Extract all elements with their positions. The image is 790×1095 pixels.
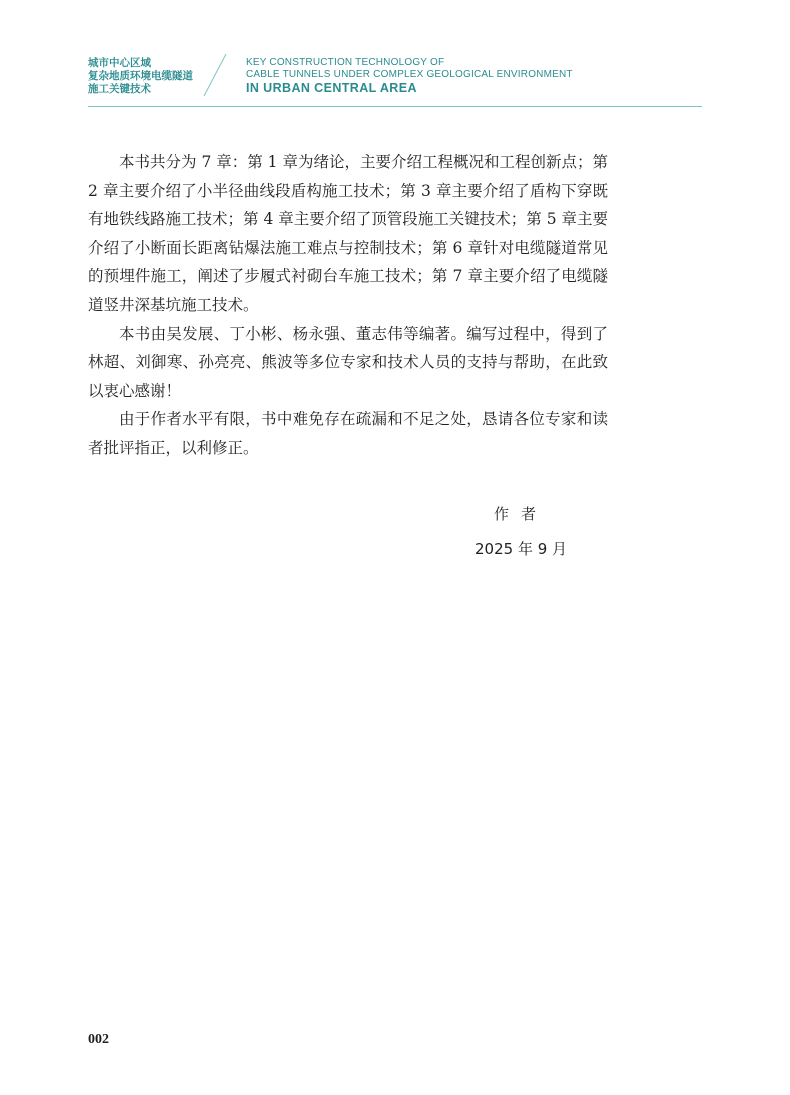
book-title-en-line: KEY CONSTRUCTION TECHNOLOGY OF	[246, 57, 445, 68]
preface-body	[88, 148, 608, 463]
header-divider-slash	[200, 52, 230, 100]
book-title-cn-line: 复杂地质环境电缆隧道	[88, 70, 193, 82]
preface-paragraph: 本书由吴发展、丁小彬、杨永强、董志伟等编著。编写过程中，得到了林超、刘御寒、孙亮亮、熊波等多位专家和技术人员的支持与帮助，在此致以衷心感谢！	[88, 324, 608, 400]
preface-paragraph: 由于作者水平有限，书中难免存在疏漏和不足之处，恳请各位专家和读者批评指正，以利修正。	[88, 410, 608, 457]
page-number: 002	[88, 1032, 109, 1047]
book-title-en-line: CABLE TUNNELS UNDER COMPLEX GEOLOGICAL ENVIRONMENT	[246, 69, 573, 80]
header-rule	[88, 106, 702, 107]
book-title-cn-line: 城市中心区域	[88, 57, 151, 69]
signature-date: 2025 年 9 月	[475, 540, 568, 558]
book-title-chinese	[88, 57, 193, 96]
preface-paragraph: 本书共分为 7 章：第 1 章为绪论，主要介绍工程概况和工程创新点；第 2 章主要介绍了小半径曲线段盾构施工技术；第 3 章主要介绍了盾构下穿既有地铁线路施工技术；第 4 章主要介绍了顶管段施工关键技术；第 5 章主要介绍了小断面长距离钻爆法施工难点与控制技术；第 6 章针对电缆隧道常见的预埋件施工，阐述了步履式衬砌台车施工技术；第 7 章主要介绍了电缆隧道竖井深基坑施工技术。	[88, 153, 608, 314]
signature-author: 作者	[494, 505, 549, 523]
book-title-english	[246, 57, 573, 96]
book-title-cn-line: 施工关键技术	[88, 83, 151, 95]
book-title-en-line: IN URBAN CENTRAL AREA	[246, 81, 417, 95]
